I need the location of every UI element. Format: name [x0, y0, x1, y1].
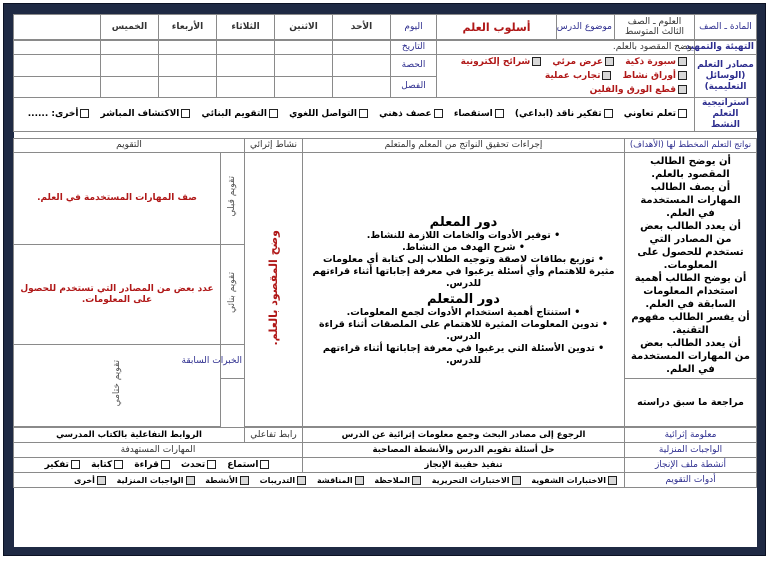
eval-text-formative: عدد بعض من المصادر التي تستخدم للحصول على المعلومات.: [14, 245, 221, 345]
student-role-title: دور المتعلم: [427, 291, 500, 307]
procedures-block: [303, 153, 625, 427]
lesson-plan-sheet: [14, 14, 757, 547]
tool-item[interactable]: الأنشطة: [205, 475, 251, 486]
procedures-header: إجراءات تحقيق النواتج من المعلم والمتعلم: [303, 139, 625, 153]
skill-item[interactable]: قراءة: [134, 460, 172, 471]
enrich-value: الرجوع إلى مصادر البحث وجمع معلومات إثرائية عن الدرس: [303, 428, 625, 443]
tool-item[interactable]: الاختبارات التحريرية: [432, 475, 523, 486]
date-cell-3[interactable]: [217, 41, 275, 55]
resource-item[interactable]: قطع الورق والفلين: [590, 83, 689, 97]
date-cell-5[interactable]: [101, 41, 159, 55]
strategy-item[interactable]: استقصاء: [454, 109, 506, 120]
objective-item: أن يوضح الطالب أهمية استخدام المعلومات السابقة في العلم.: [634, 273, 747, 310]
checkbox-icon: [608, 476, 617, 485]
intro-table: [13, 40, 757, 132]
period-cell-5[interactable]: [101, 55, 159, 77]
period-cell-1[interactable]: [333, 55, 391, 77]
portfolio-value: تنفيذ حقيبة الإنجاز: [303, 458, 625, 473]
intro-label: التهيئة والتمهيد: [695, 41, 757, 55]
skills-label: المهارات المستهدفة: [14, 443, 303, 458]
checkbox-icon: [297, 476, 306, 485]
period-label: الحصة: [391, 55, 437, 77]
skills-list: [14, 458, 303, 473]
checkbox-icon: [114, 460, 123, 469]
homework-label: الواجبات المنزلية: [625, 443, 757, 458]
checkbox-icon: [678, 71, 687, 80]
eval-text-pre: صف المهارات المستخدمة في العلم.: [14, 153, 221, 245]
checkbox-icon: [240, 476, 249, 485]
checkbox-icon: [260, 460, 269, 469]
intro-value: وضح المقصود بالعلم.: [437, 41, 695, 55]
teacher-role-item: • توفير الأدوات والخامات اللازمة للنشاط.: [309, 230, 618, 242]
subject-label: المادة ـ الصف: [695, 15, 757, 40]
strategy-list: [14, 98, 695, 132]
checkbox-icon: [161, 460, 170, 469]
resource-item[interactable]: سبورة ذكية: [625, 55, 689, 69]
skill-item[interactable]: تحدث: [181, 460, 218, 471]
period-cell-6: [14, 55, 101, 77]
class-cell-4[interactable]: [159, 76, 217, 98]
checkbox-icon: [495, 109, 504, 118]
day-label: اليوم: [391, 15, 437, 40]
homework-value: حل أسئلة تقويم الدرس والأنشطة المصاحبة: [303, 443, 625, 458]
activity-text: وضح المقصود بالعلم.: [267, 229, 280, 346]
prior-value: مراجعة ما سبق دراسته: [625, 379, 757, 427]
objectives-header: نواتج التعلم المخطط لها (الأهداف): [625, 139, 757, 153]
checkbox-icon: [602, 71, 611, 80]
page-frame: [3, 3, 766, 556]
eval-type-formative: تقويم بنائي: [227, 271, 237, 314]
strategy-item[interactable]: التقويم البنائي: [202, 109, 281, 120]
resources-list: [437, 55, 695, 98]
tool-item[interactable]: الملاحظة: [374, 475, 423, 486]
objective-item: أن يفسر الطالب مفهوم التقنية.: [631, 312, 750, 336]
day-thursday: الخميس: [101, 15, 159, 40]
checkbox-icon: [678, 57, 687, 66]
eval-type-cell: [221, 245, 245, 345]
eval-type-cell: [221, 153, 245, 245]
portfolio-label: أنشطة ملف الإنجاز: [625, 458, 757, 473]
tools-list: [14, 473, 625, 488]
checkbox-icon: [269, 109, 278, 118]
checkbox-icon: [359, 109, 368, 118]
tool-item[interactable]: المناقشة: [317, 475, 366, 486]
date-cell-2[interactable]: [275, 41, 333, 55]
teacher-role-title: دور المعلم: [429, 214, 498, 230]
eval-type-pre: تقويم قبلي: [227, 176, 237, 217]
topic-label: موضوع الدرس: [557, 15, 615, 40]
resource-item[interactable]: أوراق نشاط: [623, 69, 689, 83]
date-cell-6: [14, 41, 101, 55]
resource-item[interactable]: تجارب عملية: [545, 69, 614, 83]
objective-item: أن يوضح الطالب المقصود بالعلم.: [650, 156, 731, 180]
skill-item[interactable]: كتابة: [91, 460, 125, 471]
strategy-item[interactable]: تفكير ناقد (ابداعي): [515, 109, 615, 120]
date-cell-4[interactable]: [159, 41, 217, 55]
resources-label: مصادر التعلم (الوسائل التعليمية): [695, 55, 757, 98]
subject-value: العلوم ـ الصف الثالث المتوسط: [615, 15, 695, 40]
strategy-item[interactable]: الاكتشاف المباشر: [101, 109, 193, 120]
checkbox-icon: [80, 109, 89, 118]
strategy-label: استراتيجية التعلم النشط: [695, 98, 757, 132]
checkbox-icon: [186, 476, 195, 485]
objective-item: أن يعدد الطالب بعض من المصادر التي تستخدم للحصول على المعلومات.: [637, 221, 744, 271]
student-role-item: • استنتاج أهمية استخدام الأدوات لجمع المعلومات.: [309, 307, 618, 319]
class-cell-2[interactable]: [275, 76, 333, 98]
period-cell-4[interactable]: [159, 55, 217, 77]
activity-cell: [245, 153, 303, 427]
strategy-item[interactable]: التواصل اللغوي: [289, 109, 370, 120]
class-label: الفصل: [391, 76, 437, 98]
tool-item[interactable]: أخرى: [74, 475, 108, 486]
activity-header: نشاط إثرائي: [245, 139, 303, 153]
checkbox-icon: [181, 109, 190, 118]
checkbox-icon: [604, 109, 613, 118]
class-cell-1[interactable]: [333, 76, 391, 98]
checkbox-icon: [355, 476, 364, 485]
checkbox-icon: [207, 460, 216, 469]
checkbox-icon: [532, 57, 541, 66]
tool-item[interactable]: التدريبات: [260, 475, 309, 486]
objectives-list: [625, 153, 757, 379]
day-tuesday: الثلاثاء: [217, 15, 275, 40]
resource-item[interactable]: شرائح إلكترونية: [461, 55, 544, 69]
class-cell-5[interactable]: [101, 76, 159, 98]
date-label: التاريخ: [391, 41, 437, 55]
resource-item[interactable]: عرض مرئي: [552, 55, 616, 69]
tool-item[interactable]: الواجبات المنزلية: [117, 475, 197, 486]
checkbox-icon: [97, 476, 106, 485]
period-cell-3[interactable]: [217, 55, 275, 77]
checkbox-icon: [71, 460, 80, 469]
student-role-item: • تدوين الأسئلة التي يرغبوا في معرفة إجاباتها أثناء قراءتهم للدرس.: [309, 343, 618, 367]
prior-label: الخبرات السابقة: [221, 345, 245, 379]
strategy-item[interactable]: أخرى: ......: [28, 109, 92, 120]
day-monday: الاثنين: [275, 15, 333, 40]
student-role-item: • تدوين المعلومات المثيرة للاهتمام على الملصقات أثناء قراءة الدرس.: [309, 319, 618, 343]
date-cell-1[interactable]: [333, 41, 391, 55]
period-cell-2[interactable]: [275, 55, 333, 77]
objective-item: أن يصف الطالب المهارات المستخدمة في العلم.: [640, 182, 741, 219]
strategy-item[interactable]: عصف ذهني: [379, 109, 445, 120]
class-cell-6: [14, 76, 101, 98]
tool-item[interactable]: الاختبارات الشفوية: [531, 475, 619, 486]
teacher-role-item: • توزيع بطاقات لاصقة وتوجيه الطلاب إلى كتابة أي معلومات مثيرة للاهتمام وأي أسئلة يرغبوا في معرفة إجاباتها أثناء قراءتهم للدرس.: [309, 254, 618, 290]
skill-item[interactable]: تفكير: [45, 460, 82, 471]
class-cell-3[interactable]: [217, 76, 275, 98]
link-label: رابط تفاعلي: [245, 428, 303, 443]
checkbox-icon: [512, 476, 521, 485]
bottom-table: [13, 427, 757, 488]
eval-type-summative: تقويم ختامي: [111, 360, 122, 407]
day-wednesday: الأربعاء: [159, 15, 217, 40]
checkbox-icon: [434, 109, 443, 118]
checkbox-icon: [678, 109, 687, 118]
checkbox-icon: [678, 85, 687, 94]
tools-label: أدوات التقويم: [625, 473, 757, 488]
evaluation-header: التقويم: [14, 139, 245, 153]
enrich-label: معلومة إثرائية: [625, 428, 757, 443]
teacher-role-item: • شرح الهدف من النشاط.: [309, 242, 618, 254]
skill-item[interactable]: استماع: [227, 460, 271, 471]
checkbox-icon: [412, 476, 421, 485]
topic-value: أسلوب العلم: [437, 15, 557, 40]
header-table: [13, 14, 757, 40]
strategy-item[interactable]: تعلم تعاوني: [624, 109, 689, 120]
checkbox-icon: [605, 57, 614, 66]
main-table: [13, 138, 757, 427]
day-sunday: الأحد: [333, 15, 391, 40]
header-empty: [14, 15, 101, 40]
objective-item: أن يعدد الطالب بعض من المهارات المستخدمة في العلم.: [630, 338, 750, 375]
link-value[interactable]: الروابط التفاعلية بالكتاب المدرسي: [14, 428, 245, 443]
